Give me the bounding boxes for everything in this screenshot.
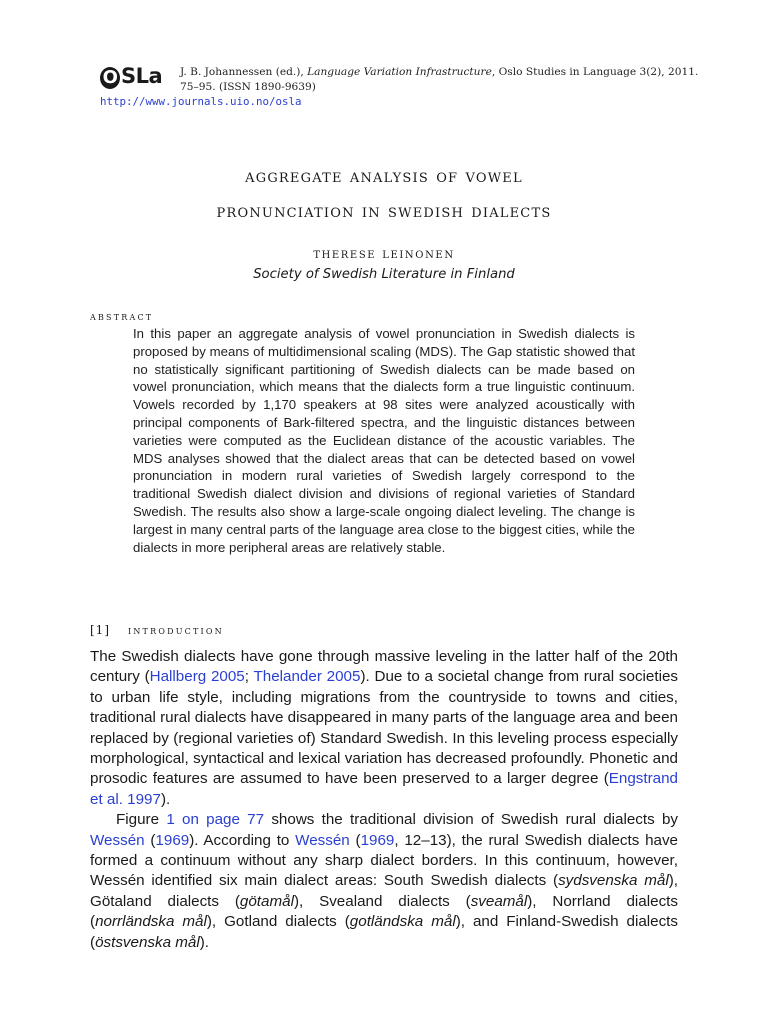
abstract-body — [133, 325, 635, 556]
citation-link[interactable]: Thelander 2005 — [253, 668, 361, 686]
citation-link[interactable]: 1969 — [360, 831, 395, 849]
paper-title — [90, 159, 678, 229]
italic-term: sveamål — [470, 892, 528, 910]
italic-term: norrländska mål — [95, 913, 207, 931]
osla-logo — [100, 64, 162, 89]
text-run: ), and Finland-Swedish dialects ( — [90, 913, 678, 951]
text-run: ). Due to a societal change from rural societies to urban life style, including migrations from the countryside to towns and cities, traditional rural dialects have disappeared in many parts of the language area and been replaced by (regional varieties of) Standard Swedish. In this leveling process especially morphological, syntactical and lexical variation has decreased profoundly. Phonetic and prosodic features are assumed to have been preserved to a larger degree ( — [90, 668, 678, 788]
text-run: ( — [144, 831, 156, 849]
text-run: ). According to — [189, 831, 296, 849]
body-text — [90, 647, 678, 953]
text-run: Figure — [116, 811, 167, 829]
text-run: ), Svealand dialects ( — [293, 892, 471, 910]
italic-term: östsvenska mål — [95, 933, 200, 951]
paragraph-1 — [90, 647, 678, 810]
author-name: therese leinonen — [313, 246, 455, 262]
text-run: ), Gotland dialects ( — [206, 913, 350, 931]
text-run: ( — [349, 831, 361, 849]
text-run: ; — [244, 668, 254, 686]
figure-link[interactable]: 1 on page 77 — [166, 811, 265, 829]
title-line-1: aggregate analysis of vowel — [245, 164, 523, 187]
text-run: ). — [160, 790, 171, 808]
citation-link[interactable]: Engstrand et al. 1997 — [90, 770, 678, 808]
title-line-2: pronunciation in swedish dialects — [216, 199, 552, 222]
paragraph-2 — [90, 810, 678, 953]
citation-link[interactable]: Wessén — [90, 831, 145, 849]
text-run: ), Götaland dialects ( — [90, 872, 678, 910]
citation — [180, 65, 700, 95]
italic-term: götamål — [239, 892, 294, 910]
italic-term: gotländska mål — [349, 913, 456, 931]
citation-prefix: J. B. Johannessen (ed.), — [180, 66, 308, 78]
citation-book: Language Variation Infrastructure — [307, 66, 492, 78]
journal-url-link[interactable]: http://www.journals.uio.no/osla — [100, 95, 302, 108]
author-affiliation: Society of Swedish Literature in Finland — [253, 267, 515, 282]
italic-term: sydsvenska mål — [558, 872, 669, 890]
text-run: The Swedish dialects have gone through massive leveling in the latter half of the 20th century ( — [90, 648, 678, 686]
text-run: ), Norrland dialects ( — [90, 892, 678, 931]
text-run: ). — [199, 933, 210, 951]
citation-suffix: , Oslo Studies in Language 3(2), 2011. 75–95. (ISSN 1890-9639) — [180, 66, 699, 93]
citation-link[interactable]: Wessén — [295, 831, 350, 849]
logo-o: O — [100, 67, 120, 89]
text-run: shows the traditional division of Swedish rural dialects by — [264, 811, 678, 829]
abstract-heading: abstract — [90, 310, 154, 323]
citation-link[interactable]: 1969 — [155, 831, 190, 849]
abstract-text: In this paper an aggregate analysis of vowel pronunciation in Swedish dialects is proposed by means of multidimensional scaling (MDS). The Gap statistic showed that no statistically significant partitioning of Swedish dialects can be made based on vowel pronunciation, which means that the dialects form a true linguistic continuum. Vowels recorded by 1,170 speakers at 98 sites were analyzed acoustically with principal components of Bark-filtered spectra, and the linguistic distances between varieties were computed as the Euclidean distance of the acoustic variables. The MDS analyses showed that the dialect areas that can be detected based on vowel pronunciation in modern rural varieties of Swedish largely correspond to the traditional Swedish dialect division and divisions of regional varieties of Standard Swedish. The results also show a large-scale ongoing dialect leveling. The change is largest in many central parts of the language area close to the biggest cities, while the dialects in more peripheral areas are relatively stable. — [133, 326, 635, 555]
section-title: introduction — [128, 623, 224, 637]
section-heading — [90, 623, 224, 637]
section-number: [1] — [90, 623, 110, 637]
text-run: , 12–13), the rural Swedish dialects have formed a continuum without any sharp dialect borders. In this continuum, however, Wessén identified six main dialect areas: South Swedish dialects ( — [90, 831, 678, 890]
citation-link[interactable]: Hallberg 2005 — [149, 668, 245, 686]
logo-text: SLa — [121, 64, 163, 88]
